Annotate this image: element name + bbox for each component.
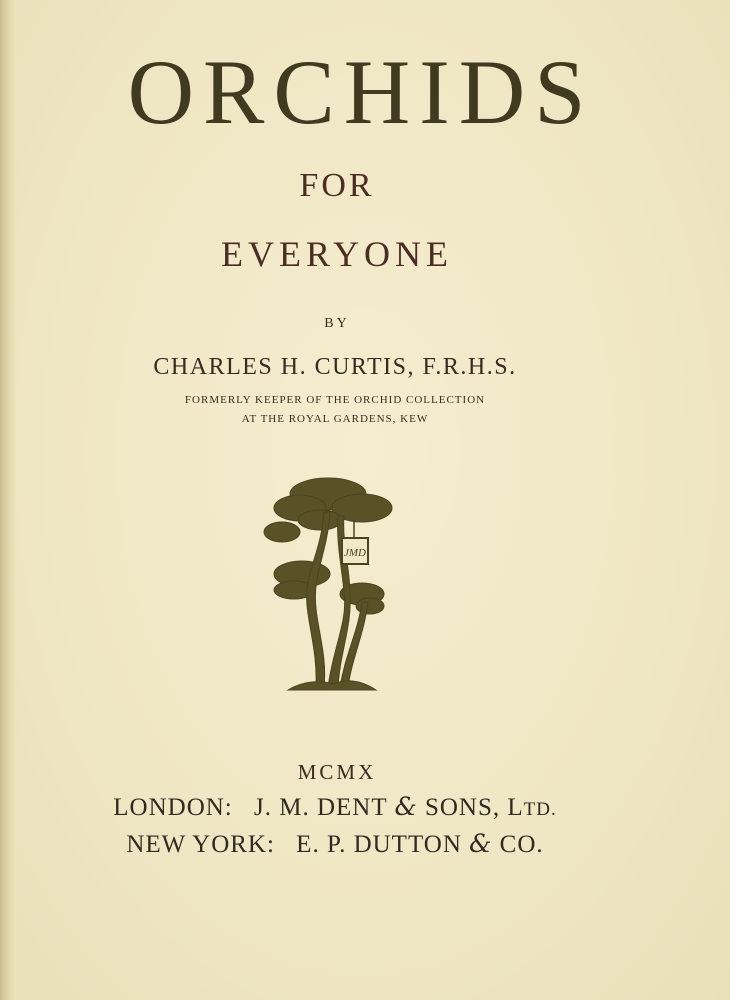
publisher-name-dent: J. M. DENT — [254, 794, 388, 821]
publisher-london — [0, 792, 700, 822]
tree-monogram-emblem-icon — [258, 472, 408, 696]
publisher-city-london: LONDON: — [113, 794, 233, 821]
subtitle-for: FOR — [299, 167, 375, 204]
author-description-line2: AT THE ROYAL GARDENS, KEW — [241, 413, 429, 425]
ampersand: & — [469, 829, 493, 858]
author-name: CHARLES H. CURTIS, F.R.H.S. — [153, 354, 517, 380]
author-description-line1: FORMERLY KEEPER OF THE ORCHID COLLECTION — [184, 394, 486, 406]
by-label: BY — [324, 316, 350, 331]
book-title: ORCHIDS — [127, 41, 595, 143]
ampersand: & — [394, 792, 418, 821]
subtitle-everyone: EVERYONE — [221, 234, 453, 274]
publication-year: MCMX — [297, 760, 377, 784]
publisher-city-new-york: NEW YORK: — [126, 831, 275, 858]
publisher-co: CO. — [499, 831, 544, 858]
publisher-ltd: LTD. — [507, 794, 557, 821]
emblem-monogram: JMD — [344, 547, 366, 559]
publisher-new-york — [0, 829, 700, 859]
publisher-name-dutton: E. P. DUTTON — [296, 831, 462, 858]
publisher-sons: SONS, — [424, 794, 501, 821]
